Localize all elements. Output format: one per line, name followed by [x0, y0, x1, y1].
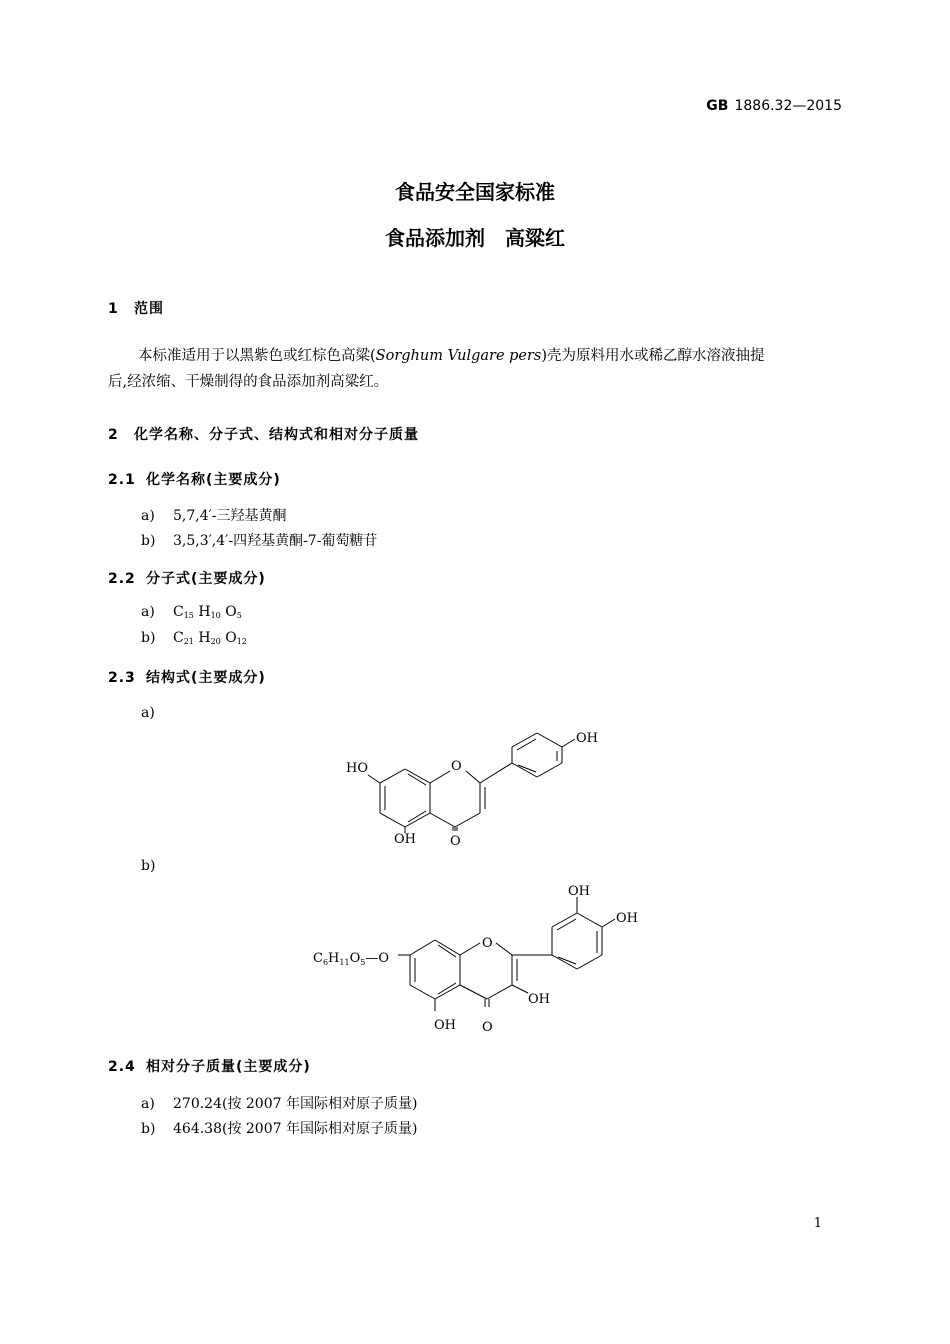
ho-label: HO	[346, 761, 368, 776]
section-number: 2.3	[108, 670, 136, 686]
formula-a	[141, 604, 242, 620]
molecular-mass-a	[141, 1093, 417, 1113]
section-title: 化学名称、分子式、结构式和相对分子质量	[134, 427, 419, 443]
item-label: a)	[141, 1096, 155, 1112]
atom: H	[328, 951, 340, 966]
keto-oxygen: O	[482, 1020, 493, 1035]
section-1-heading	[108, 298, 164, 318]
item-text: 3,5,3′,4′-四羟基黄酮-7-葡萄糖苷	[173, 533, 378, 549]
standard-number	[706, 98, 842, 114]
chemical-name-a	[141, 505, 287, 525]
section-title: 相对分子质量(主要成分)	[146, 1059, 311, 1075]
item-text: 270.24(按 2007 年国际相对原子质量)	[173, 1096, 418, 1112]
section-2-1-heading	[108, 469, 281, 489]
atom: O	[225, 604, 237, 620]
standard-prefix: GB	[706, 98, 729, 114]
atom-count: 21	[183, 637, 194, 646]
chemical-name-b	[141, 530, 377, 550]
scope-text-b: )壳为原料用水或稀乙醇水溶液抽提	[541, 348, 765, 364]
section-title: 范围	[134, 301, 164, 317]
section-number: 1	[108, 301, 119, 317]
oh-label: OH	[576, 731, 598, 746]
structure-b-label: b)	[141, 858, 156, 874]
section-2-3-heading	[108, 667, 266, 687]
structure-a	[330, 715, 630, 855]
section-2-4-heading	[108, 1056, 311, 1076]
item-label: a)	[141, 508, 155, 524]
atom: C	[173, 604, 184, 620]
section-title: 化学名称(主要成分)	[146, 472, 281, 488]
molecular-mass-b	[141, 1118, 417, 1138]
keto-oxygen: O	[450, 834, 461, 849]
atom-count: 20	[210, 637, 221, 646]
section-number: 2	[108, 427, 119, 443]
atom-count: 10	[210, 611, 221, 620]
ring-oxygen: O	[482, 936, 493, 951]
oh-mid-label: OH	[528, 992, 550, 1007]
latin-name: Sorghum Vulgare pers	[375, 348, 542, 364]
atom-count: 5	[360, 958, 366, 967]
section-number: 2.1	[108, 472, 136, 488]
atom-count: 11	[339, 958, 350, 967]
atom: O	[349, 951, 361, 966]
oh-right-label: OH	[616, 911, 638, 926]
ether-oxygen: —O	[365, 951, 390, 966]
item-text: 5,7,4′-三羟基黄酮	[173, 508, 287, 524]
section-title: 结构式(主要成分)	[146, 670, 266, 686]
atom: H	[198, 630, 211, 646]
item-label: b)	[141, 630, 156, 646]
atom: H	[198, 604, 211, 620]
title-line-2: 食品添加剂 高粱红	[385, 226, 565, 250]
atom-count: 15	[183, 611, 194, 620]
page-number: 1	[813, 1216, 822, 1231]
section-2-heading	[108, 424, 419, 444]
ring-oxygen: O	[451, 759, 462, 774]
atom-count: 6	[322, 958, 329, 967]
scope-text-a: 本标准适用于以黑紫色或红棕色高粱(	[138, 348, 376, 364]
title-line-1: 食品安全国家标准	[395, 180, 555, 204]
item-label: b)	[141, 533, 156, 549]
oh-bottom-label: OH	[434, 1018, 456, 1033]
item-text: 464.38(按 2007 年国际相对原子质量)	[173, 1121, 418, 1137]
atom-count: 12	[236, 637, 247, 646]
structure-a-label: a)	[141, 705, 155, 721]
section-2-2-heading	[108, 568, 266, 588]
item-label: a)	[141, 604, 155, 620]
sugar-label	[313, 951, 389, 967]
atom: C	[173, 630, 184, 646]
section-number: 2.4	[108, 1059, 136, 1075]
section-title: 分子式(主要成分)	[146, 571, 266, 587]
scope-text-c: 后,经浓缩、干燥制得的食品添加剂高粱红。	[108, 374, 389, 390]
standard-code: 1886.32—2015	[734, 98, 842, 114]
oh-bottom-label: OH	[394, 832, 416, 847]
atom: O	[225, 630, 237, 646]
scope-paragraph	[108, 343, 848, 395]
atom: C	[313, 951, 323, 966]
formula-b	[141, 630, 247, 646]
oh-top-label: OH	[568, 884, 590, 899]
section-number: 2.2	[108, 571, 136, 587]
atom-count: 5	[236, 611, 242, 620]
item-label: b)	[141, 1121, 156, 1137]
structure-b	[300, 875, 660, 1040]
